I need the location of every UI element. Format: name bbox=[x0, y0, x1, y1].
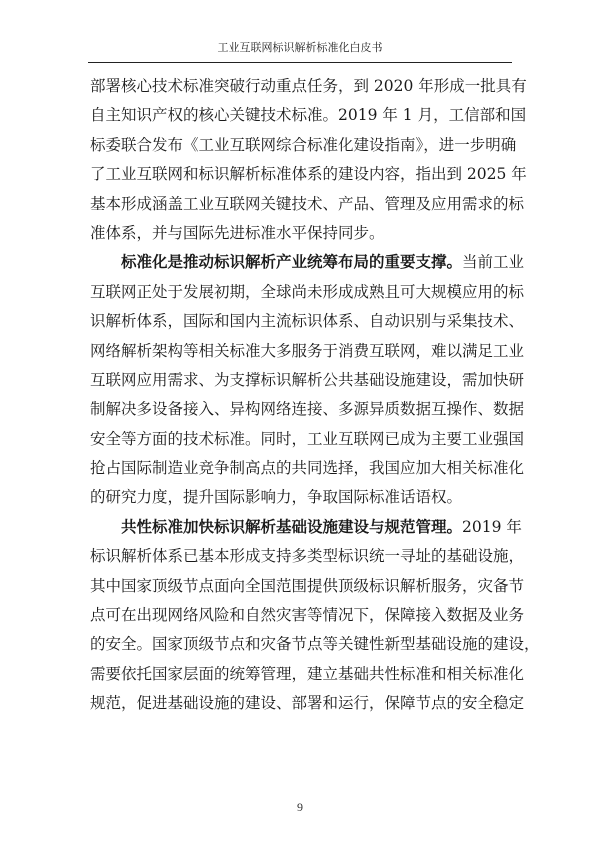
text-line: 安全等方面的技术标准。同时，工业互联网已成为主要工业强国 bbox=[90, 429, 525, 448]
paragraph-3 bbox=[90, 513, 540, 719]
text-line: 互联网正处于发展初期，全球尚未形成成熟且可大规模应用的标 bbox=[90, 282, 525, 301]
text-line: 标识解析体系已基本形成支持多类型标识统一寻址的基础设施， bbox=[90, 547, 525, 566]
paragraph-1 bbox=[90, 72, 527, 248]
paragraph-lead: 共性标准加快标识解析基础设施建设与规范管理。 bbox=[121, 517, 463, 536]
body-text bbox=[90, 72, 540, 719]
text-line: 识解析体系，国际和国内主流标识体系、自动识别与采集技术、 bbox=[90, 312, 525, 331]
text-line: 基本形成涵盖工业互联网关键技术、产品、管理及应用需求的标 bbox=[90, 194, 525, 213]
text-line: 点可在出现网络风险和自然灾害等情况下，保障接入数据及业务 bbox=[90, 606, 525, 625]
text-line: 的研究力度，提升国际影响力，争取国际标准话语权。 bbox=[90, 488, 463, 507]
text-line: 抢占国际制造业竞争制高点的共同选择，我国应加大相关标准化 bbox=[90, 459, 525, 478]
paragraph-text: 当前工业 bbox=[462, 253, 525, 272]
text-line: 制解决多设备接入、异构网络连接、多源异质数据互操作、数据 bbox=[90, 400, 525, 419]
text-line bbox=[90, 248, 525, 277]
paragraph-text: 2019 年 bbox=[462, 517, 522, 536]
text-line: 准体系，并与国际先进标准水平保持同步。 bbox=[90, 223, 385, 242]
text-line: 标委联合发布《工业互联网综合标准化建设指南》，进一步明确 bbox=[90, 135, 517, 154]
text-line: 部署核心技术标准突破行动重点任务，到 2020 年形成一批具有 bbox=[90, 77, 527, 95]
text-line: 网络解析架构等相关标准大多服务于消费互联网，难以满足工业 bbox=[90, 341, 525, 360]
text-line: 需要依托国家层面的统筹管理，建立基础共性标准和相关标准化 bbox=[90, 664, 525, 683]
page-number: 9 bbox=[297, 800, 303, 814]
text-line: 其中国家顶级节点面向全国范围提供顶级标识解析服务，灾备节 bbox=[90, 576, 525, 595]
text-line: 的安全。国家顶级节点和灾备节点等关键性新型基础设施的建设， bbox=[90, 635, 540, 654]
text-line: 规范，促进基础设施的建设、部署和运行，保障节点的安全稳定 bbox=[90, 694, 525, 713]
running-header bbox=[88, 38, 512, 63]
text-line: 了工业互联网和标识解析标准体系的建设内容，指出到 2025 年 bbox=[90, 165, 527, 184]
text-line bbox=[90, 513, 522, 542]
text-line: 互联网应用需求、为支撑标识解析公共基础设施建设，需加快研 bbox=[90, 370, 525, 389]
text-line: 自主知识产权的核心关键技术标准。2019 年 1 月，工信部和国 bbox=[90, 106, 527, 125]
document-title: 工业互联网标识解析标准化白皮书 bbox=[217, 41, 383, 54]
paragraph-lead: 标准化是推动标识解析产业统筹布局的重要支撑。 bbox=[121, 253, 463, 272]
paragraph-2 bbox=[90, 248, 525, 513]
